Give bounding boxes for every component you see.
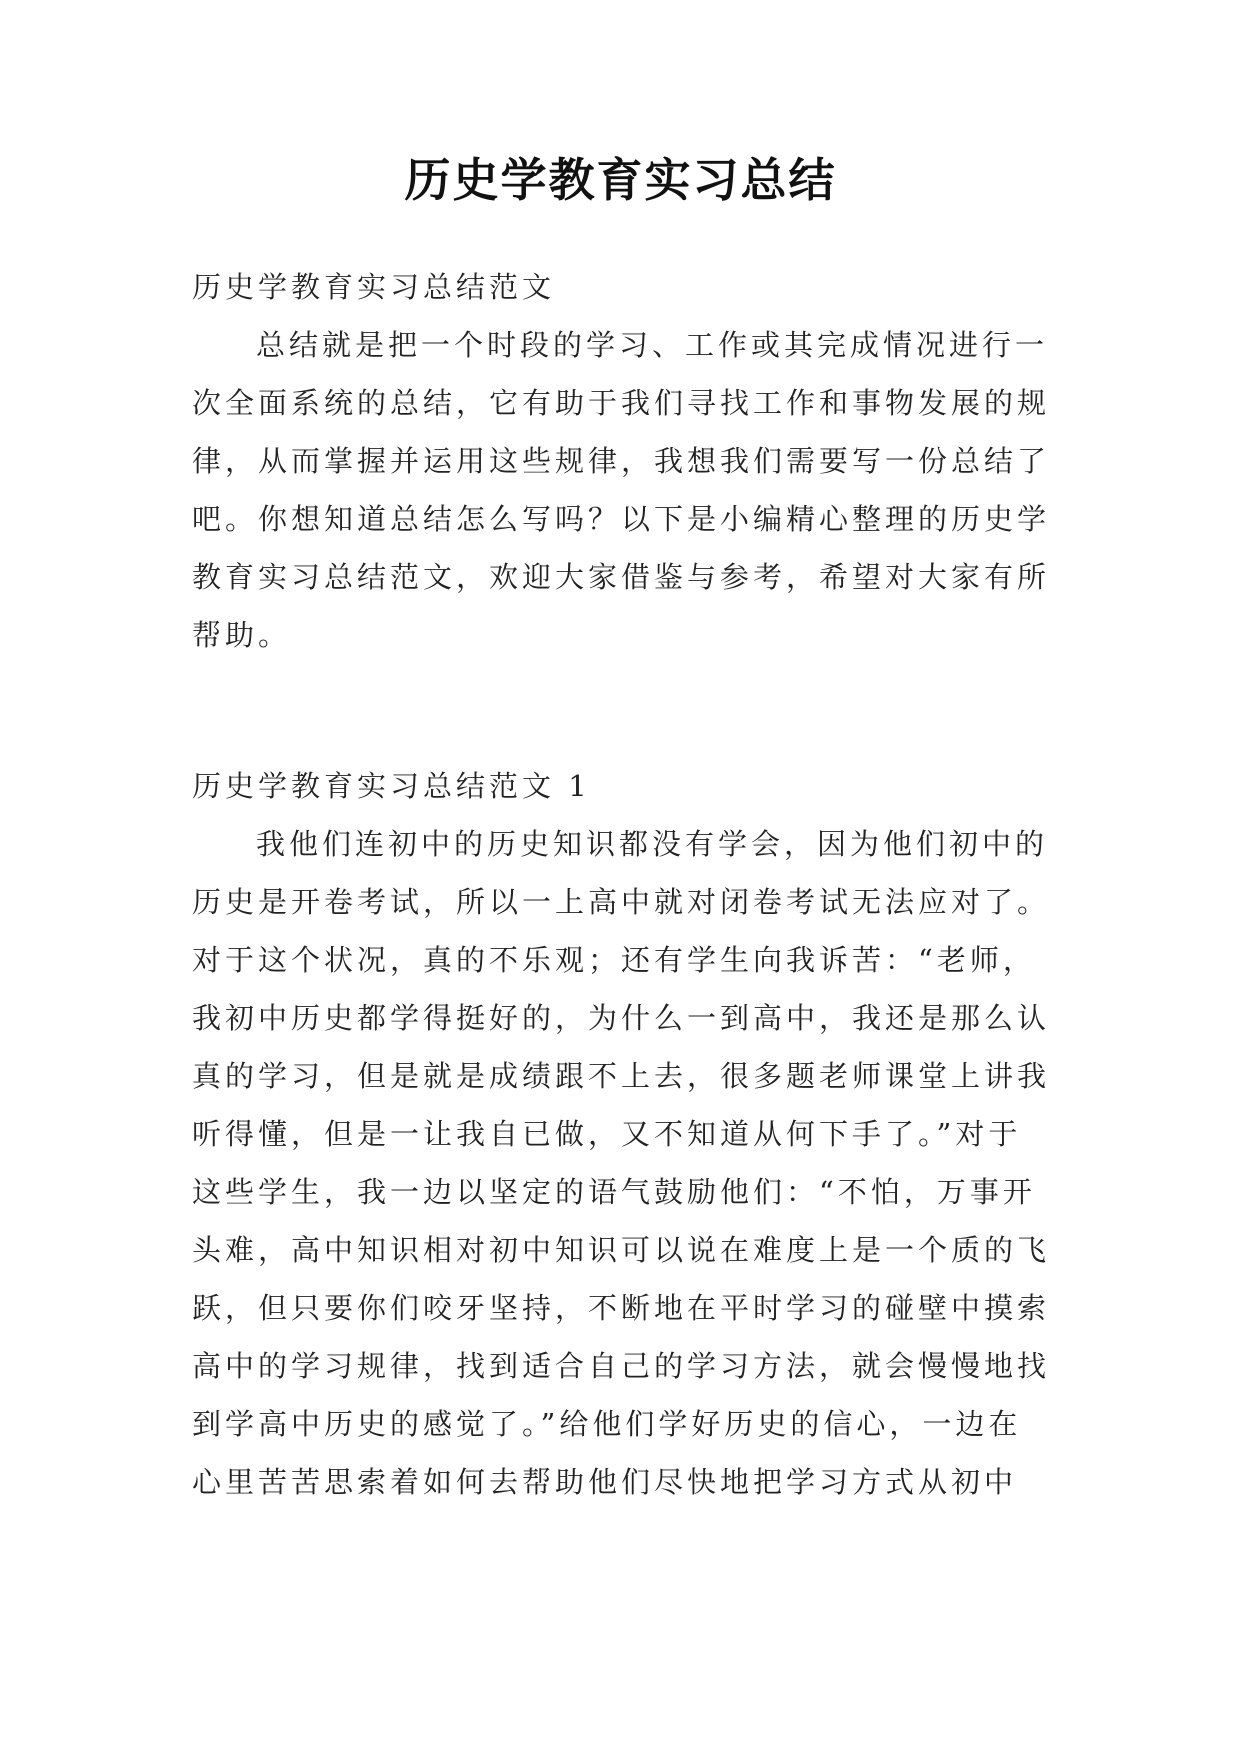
paragraph-line: 心里苦苦思索着如何去帮助他们尽快地把学习方式从初中 [192,1465,1018,1499]
section-heading: 历史学教育实习总结范文 1 [192,769,591,803]
paragraph-line: 我初中历史都学得挺好的，为什么一到高中，我还是那么认 [192,1001,1051,1035]
paragraph-line: 到学高中历史的感觉了。”给他们学好历史的信心，一边在 [192,1407,1022,1441]
section-2 [192,757,1067,1511]
paragraph-line: 历史是开卷考试，所以一上高中就对闭卷考试无法应对了。 [192,885,1051,919]
paragraph-line: 我他们连初中的历史知识都没有学会，因为他们初中的 [256,827,1049,861]
paragraph-line: 真的学习，但是就是成绩跟不上去，很多题老师课堂上讲我 [192,1059,1051,1093]
document-title: 历史学教育实习总结 [404,153,837,207]
paragraph-line: 头难，高中知识相对初中知识可以说在难度上是一个质的飞 [192,1233,1051,1267]
paragraph-line: 帮助。 [192,618,292,652]
paragraph-line: 总结就是把一个时段的学习、工作或其完成情况进行一 [256,328,1049,362]
paragraph-line: 律，从而掌握并运用这些规律，我想我们需要写一份总结了 [192,444,1051,478]
paragraph-line: 教育实习总结范文，欢迎大家借鉴与参考，希望对大家有所 [192,560,1051,594]
paragraph-line: 这些学生，我一边以坚定的语气鼓励他们：“不怕，万事开 [192,1175,1036,1209]
paragraph-line: 吧。你想知道总结怎么写吗？以下是小编精心整理的历史学 [192,502,1051,536]
paragraph-line: 次全面系统的总结，它有助于我们寻找工作和事物发展的规 [192,386,1051,420]
section-1 [192,258,1067,664]
paragraph-line: 跃，但只要你们咬牙坚持，不断地在平时学习的碰壁中摸索 [192,1291,1051,1325]
paragraph-line: 对于这个状况，真的不乐观；还有学生向我诉苦：“老师， [192,943,1036,977]
section-heading: 历史学教育实习总结范文 [192,270,556,304]
paragraph-line: 高中的学习规律，找到适合自己的学习方法，就会慢慢地找 [192,1349,1051,1383]
paragraph-line: 听得懂，但是一让我自已做，又不知道从何下手了。”对于 [192,1117,1022,1151]
